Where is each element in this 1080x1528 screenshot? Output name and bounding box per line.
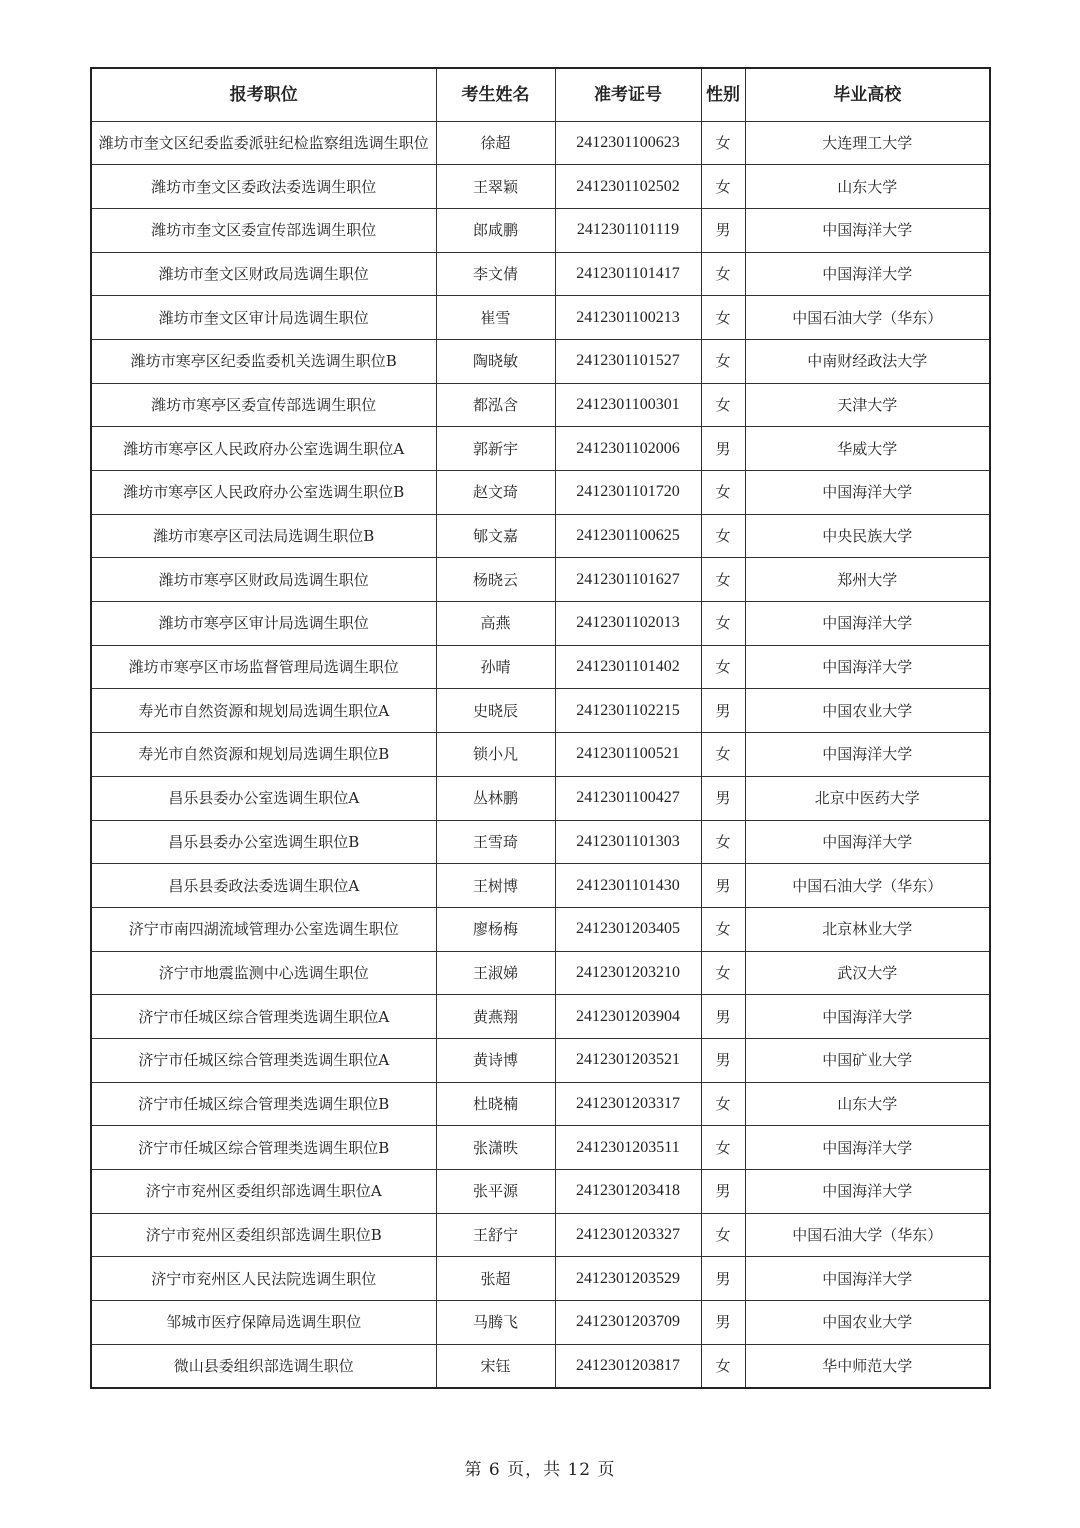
cell-name: 廖杨梅 — [436, 907, 555, 951]
cell-position: 潍坊市寒亭区纪委监委机关选调生职位B — [91, 339, 436, 383]
cell-exam-id: 2412301101430 — [555, 864, 701, 908]
table-row — [91, 1170, 990, 1214]
cell-gender: 女 — [701, 1344, 745, 1388]
cell-exam-id: 2412301101720 — [555, 471, 701, 515]
cell-name: 王雪琦 — [436, 820, 555, 864]
cell-exam-id: 2412301100427 — [555, 776, 701, 820]
table-row — [91, 427, 990, 471]
cell-gender: 女 — [701, 339, 745, 383]
cell-name: 杜晓楠 — [436, 1082, 555, 1126]
cell-position: 济宁市地震监测中心选调生职位 — [91, 951, 436, 995]
cell-university: 中国海洋大学 — [745, 252, 990, 296]
cell-gender: 男 — [701, 864, 745, 908]
table-row — [91, 252, 990, 296]
cell-position: 潍坊市奎文区财政局选调生职位 — [91, 252, 436, 296]
cell-university: 天津大学 — [745, 383, 990, 427]
cell-exam-id: 2412301102215 — [555, 689, 701, 733]
cell-gender: 女 — [701, 471, 745, 515]
cell-name: 徐超 — [436, 121, 555, 165]
cell-exam-id: 2412301203511 — [555, 1126, 701, 1170]
cell-exam-id: 2412301101119 — [555, 208, 701, 252]
cell-gender: 男 — [701, 1257, 745, 1301]
header-gender: 性别 — [701, 68, 745, 121]
page-number: 第 6 页，共 12 页 — [464, 1460, 616, 1480]
cell-position: 济宁市兖州区委组织部选调生职位B — [91, 1213, 436, 1257]
cell-exam-id: 2412301100625 — [555, 514, 701, 558]
cell-exam-id: 2412301203405 — [555, 907, 701, 951]
cell-gender: 女 — [701, 733, 745, 777]
table-row — [91, 995, 990, 1039]
cell-university: 中央民族大学 — [745, 514, 990, 558]
cell-gender: 男 — [701, 1170, 745, 1214]
cell-position: 潍坊市奎文区委政法委选调生职位 — [91, 165, 436, 209]
table-row — [91, 1344, 990, 1388]
cell-university: 山东大学 — [745, 165, 990, 209]
cell-exam-id: 2412301203817 — [555, 1344, 701, 1388]
cell-university: 中国石油大学（华东） — [745, 864, 990, 908]
cell-name: 李文倩 — [436, 252, 555, 296]
cell-position: 济宁市任城区综合管理类选调生职位B — [91, 1126, 436, 1170]
cell-gender: 男 — [701, 776, 745, 820]
cell-university: 中国海洋大学 — [745, 602, 990, 646]
cell-university: 中国海洋大学 — [745, 208, 990, 252]
table-row — [91, 558, 990, 602]
cell-gender: 女 — [701, 951, 745, 995]
cell-exam-id: 2412301100213 — [555, 296, 701, 340]
cell-position: 潍坊市寒亭区审计局选调生职位 — [91, 602, 436, 646]
table-row — [91, 733, 990, 777]
cell-exam-id: 2412301203904 — [555, 995, 701, 1039]
table-row — [91, 820, 990, 864]
cell-position: 潍坊市寒亭区市场监督管理局选调生职位 — [91, 645, 436, 689]
cell-name: 崔雪 — [436, 296, 555, 340]
cell-gender: 男 — [701, 1301, 745, 1345]
cell-name: 都泓含 — [436, 383, 555, 427]
cell-exam-id: 2412301102502 — [555, 165, 701, 209]
cell-name: 张平源 — [436, 1170, 555, 1214]
cell-position: 微山县委组织部选调生职位 — [91, 1344, 436, 1388]
header-position: 报考职位 — [91, 68, 436, 121]
cell-name: 陶晓敏 — [436, 339, 555, 383]
cell-position: 潍坊市寒亭区委宣传部选调生职位 — [91, 383, 436, 427]
cell-position: 邹城市医疗保障局选调生职位 — [91, 1301, 436, 1345]
table-row — [91, 383, 990, 427]
table-row — [91, 907, 990, 951]
cell-gender: 女 — [701, 645, 745, 689]
candidate-table — [90, 67, 991, 1389]
cell-exam-id: 2412301100623 — [555, 121, 701, 165]
cell-gender: 男 — [701, 427, 745, 471]
cell-exam-id: 2412301203317 — [555, 1082, 701, 1126]
cell-position: 济宁市任城区综合管理类选调生职位B — [91, 1082, 436, 1126]
cell-university: 武汉大学 — [745, 951, 990, 995]
table-row — [91, 1213, 990, 1257]
table-row — [91, 208, 990, 252]
cell-gender: 女 — [701, 383, 745, 427]
cell-exam-id: 2412301100301 — [555, 383, 701, 427]
cell-name: 高燕 — [436, 602, 555, 646]
cell-university: 北京中医药大学 — [745, 776, 990, 820]
cell-gender: 女 — [701, 514, 745, 558]
table-row — [91, 1257, 990, 1301]
cell-name: 黄燕翔 — [436, 995, 555, 1039]
cell-gender: 女 — [701, 252, 745, 296]
cell-university: 中国海洋大学 — [745, 820, 990, 864]
cell-position: 寿光市自然资源和规划局选调生职位B — [91, 733, 436, 777]
cell-university: 中国海洋大学 — [745, 471, 990, 515]
cell-exam-id: 2412301100521 — [555, 733, 701, 777]
cell-exam-id: 2412301101527 — [555, 339, 701, 383]
cell-name: 郇文嘉 — [436, 514, 555, 558]
cell-name: 宋钰 — [436, 1344, 555, 1388]
cell-name: 王淑娣 — [436, 951, 555, 995]
cell-university: 郑州大学 — [745, 558, 990, 602]
table-row — [91, 1301, 990, 1345]
cell-gender: 女 — [701, 165, 745, 209]
cell-gender: 女 — [701, 907, 745, 951]
cell-exam-id: 2412301102013 — [555, 602, 701, 646]
cell-gender: 男 — [701, 995, 745, 1039]
cell-gender: 男 — [701, 208, 745, 252]
cell-university: 大连理工大学 — [745, 121, 990, 165]
cell-name: 王树博 — [436, 864, 555, 908]
table-row — [91, 776, 990, 820]
cell-position: 潍坊市奎文区纪委监委派驻纪检监察组选调生职位 — [91, 121, 436, 165]
cell-university: 华中师范大学 — [745, 1344, 990, 1388]
cell-gender: 男 — [701, 1038, 745, 1082]
table-row — [91, 121, 990, 165]
cell-exam-id: 2412301203210 — [555, 951, 701, 995]
cell-gender: 男 — [701, 689, 745, 733]
cell-position: 济宁市兖州区人民法院选调生职位 — [91, 1257, 436, 1301]
cell-position: 昌乐县委办公室选调生职位B — [91, 820, 436, 864]
cell-university: 中国石油大学（华东） — [745, 296, 990, 340]
table-row — [91, 471, 990, 515]
cell-university: 中国海洋大学 — [745, 645, 990, 689]
cell-name: 丛林鹏 — [436, 776, 555, 820]
cell-position: 潍坊市奎文区审计局选调生职位 — [91, 296, 436, 340]
cell-university: 中国海洋大学 — [745, 1126, 990, 1170]
cell-name: 郭新宇 — [436, 427, 555, 471]
cell-university: 华威大学 — [745, 427, 990, 471]
table-header-row — [91, 68, 990, 121]
cell-exam-id: 2412301203709 — [555, 1301, 701, 1345]
cell-position: 济宁市南四湖流域管理办公室选调生职位 — [91, 907, 436, 951]
cell-position: 昌乐县委政法委选调生职位A — [91, 864, 436, 908]
cell-position: 昌乐县委办公室选调生职位A — [91, 776, 436, 820]
cell-exam-id: 2412301203418 — [555, 1170, 701, 1214]
cell-gender: 女 — [701, 296, 745, 340]
table-row — [91, 339, 990, 383]
cell-position: 潍坊市寒亭区人民政府办公室选调生职位A — [91, 427, 436, 471]
cell-name: 郎咸鹏 — [436, 208, 555, 252]
cell-university: 山东大学 — [745, 1082, 990, 1126]
cell-gender: 女 — [701, 1082, 745, 1126]
cell-exam-id: 2412301203529 — [555, 1257, 701, 1301]
cell-name: 锁小凡 — [436, 733, 555, 777]
cell-university: 中国海洋大学 — [745, 1257, 990, 1301]
cell-position: 济宁市任城区综合管理类选调生职位A — [91, 995, 436, 1039]
cell-position: 潍坊市寒亭区财政局选调生职位 — [91, 558, 436, 602]
cell-exam-id: 2412301102006 — [555, 427, 701, 471]
cell-name: 黄诗博 — [436, 1038, 555, 1082]
cell-name: 张超 — [436, 1257, 555, 1301]
cell-university: 中国石油大学（华东） — [745, 1213, 990, 1257]
cell-exam-id: 2412301203521 — [555, 1038, 701, 1082]
cell-name: 马腾飞 — [436, 1301, 555, 1345]
cell-university: 中国矿业大学 — [745, 1038, 990, 1082]
table-row — [91, 165, 990, 209]
cell-gender: 女 — [701, 558, 745, 602]
cell-exam-id: 2412301101627 — [555, 558, 701, 602]
table-row — [91, 864, 990, 908]
table-row — [91, 1038, 990, 1082]
cell-name: 王舒宁 — [436, 1213, 555, 1257]
cell-university: 中南财经政法大学 — [745, 339, 990, 383]
table-row — [91, 1126, 990, 1170]
cell-position: 济宁市任城区综合管理类选调生职位A — [91, 1038, 436, 1082]
cell-exam-id: 2412301101417 — [555, 252, 701, 296]
table-row — [91, 1082, 990, 1126]
cell-exam-id: 2412301101402 — [555, 645, 701, 689]
cell-gender: 女 — [701, 1126, 745, 1170]
cell-gender: 女 — [701, 602, 745, 646]
cell-name: 赵文琦 — [436, 471, 555, 515]
cell-university: 中国农业大学 — [745, 689, 990, 733]
cell-exam-id: 2412301203327 — [555, 1213, 701, 1257]
cell-name: 孙晴 — [436, 645, 555, 689]
cell-position: 济宁市兖州区委组织部选调生职位A — [91, 1170, 436, 1214]
header-name: 考生姓名 — [436, 68, 555, 121]
table-row — [91, 602, 990, 646]
cell-university: 北京林业大学 — [745, 907, 990, 951]
cell-university: 中国海洋大学 — [745, 1170, 990, 1214]
cell-gender: 女 — [701, 820, 745, 864]
header-university: 毕业高校 — [745, 68, 990, 121]
cell-position: 寿光市自然资源和规划局选调生职位A — [91, 689, 436, 733]
cell-gender: 女 — [701, 121, 745, 165]
cell-name: 杨晓云 — [436, 558, 555, 602]
table-body — [91, 121, 990, 1388]
table-row — [91, 951, 990, 995]
cell-university: 中国农业大学 — [745, 1301, 990, 1345]
table-row — [91, 296, 990, 340]
cell-gender: 女 — [701, 1213, 745, 1257]
cell-name: 张潇昳 — [436, 1126, 555, 1170]
cell-university: 中国海洋大学 — [745, 733, 990, 777]
cell-name: 王翠颖 — [436, 165, 555, 209]
cell-university: 中国海洋大学 — [745, 995, 990, 1039]
cell-position: 潍坊市寒亭区人民政府办公室选调生职位B — [91, 471, 436, 515]
cell-position: 潍坊市奎文区委宣传部选调生职位 — [91, 208, 436, 252]
table-row — [91, 645, 990, 689]
cell-exam-id: 2412301101303 — [555, 820, 701, 864]
table-row — [91, 514, 990, 558]
cell-position: 潍坊市寒亭区司法局选调生职位B — [91, 514, 436, 558]
cell-name: 史晓辰 — [436, 689, 555, 733]
table-row — [91, 689, 990, 733]
header-exam-id: 准考证号 — [555, 68, 701, 121]
